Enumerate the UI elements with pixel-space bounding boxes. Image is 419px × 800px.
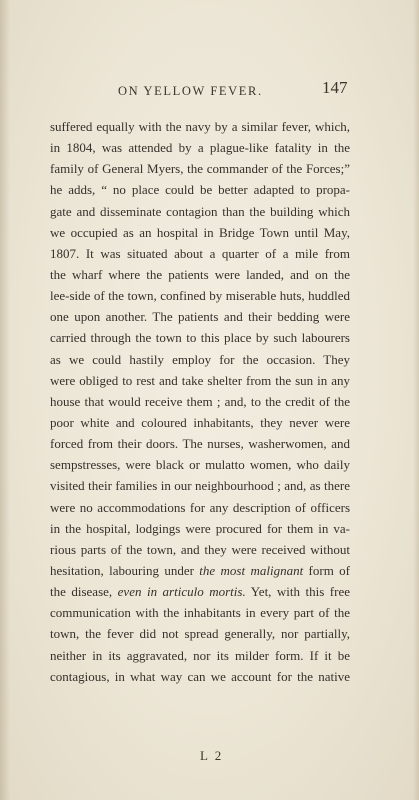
text-line: in 1804, was attended by a plague-like fatality in the <box>50 140 350 156</box>
text-line: town, the fever did not spread generally, nor partially, <box>50 626 350 642</box>
text-line: one upon another. The patients and their bedding were <box>50 309 350 325</box>
signature-mark: L 2 <box>200 748 224 763</box>
page-edge-shadow <box>413 0 419 800</box>
text-line-with-italic <box>50 581 350 602</box>
text-line: suffered equally with the navy by a similar fever, which, <box>50 119 350 134</box>
text-line: rious parts of the town, and they were received without <box>50 541 350 557</box>
text-line: visited their families in our neighbourhood ; and, as there <box>50 478 350 494</box>
text-line: lee-side of the town, confined by miserable huts, huddled <box>50 288 350 304</box>
text-line: forced from their doors. The nurses, washerwomen, and <box>50 436 350 452</box>
text-line: carried through the town to this place by such labourers <box>50 330 350 346</box>
text-line: 1807. It was situated about a quarter of a mile from <box>50 245 350 261</box>
gutter-shadow <box>0 0 10 800</box>
text-run: the disease, <box>50 584 118 600</box>
text-line-with-italic <box>50 560 350 581</box>
italic-phrase: the most malignant <box>199 562 304 578</box>
text-line: neither in its aggravated, nor its milder form. If it be <box>50 647 350 663</box>
text-line: family of General Myers, the commander of the Forces;” <box>50 161 350 177</box>
text-line: were obliged to rest and take shelter from the sun in any <box>50 372 350 388</box>
text-line: gate and disseminate contagion than the building which <box>50 203 350 219</box>
text-line: the wharf where the patients were landed, and on the <box>50 266 350 282</box>
text-run: form of <box>303 562 351 578</box>
text-line: poor white and coloured inhabitants, they never were <box>50 414 350 430</box>
text-line: communication with the inhabitants in every part of the <box>50 605 350 621</box>
text-line: were no accommodations for any description of officers <box>50 499 350 515</box>
text-line: we occupied as an hospital in Bridge Town until May, <box>50 224 350 240</box>
text-line: as we could hastily employ for the occasion. They <box>50 351 350 367</box>
page-number: 147 <box>322 78 348 97</box>
text-line: sempstresses, were black or mulatto women, who daily <box>50 457 350 473</box>
text-line: house that would receive them ; and, to the credit of the <box>50 393 350 409</box>
text-line: he adds, “ no place could be better adapted to propa- <box>50 182 350 198</box>
italic-phrase: even in articulo mortis. <box>117 584 246 600</box>
text-run: Yet, with this free <box>245 584 350 600</box>
running-head: ON YELLOW FEVER. <box>118 84 263 98</box>
body-text <box>50 116 350 687</box>
text-line: contagious, in what way can we account for the native <box>50 668 350 684</box>
text-run: hesitation, labouring under <box>50 562 200 578</box>
text-line: in the hospital, lodgings were procured for them in va- <box>50 520 350 536</box>
